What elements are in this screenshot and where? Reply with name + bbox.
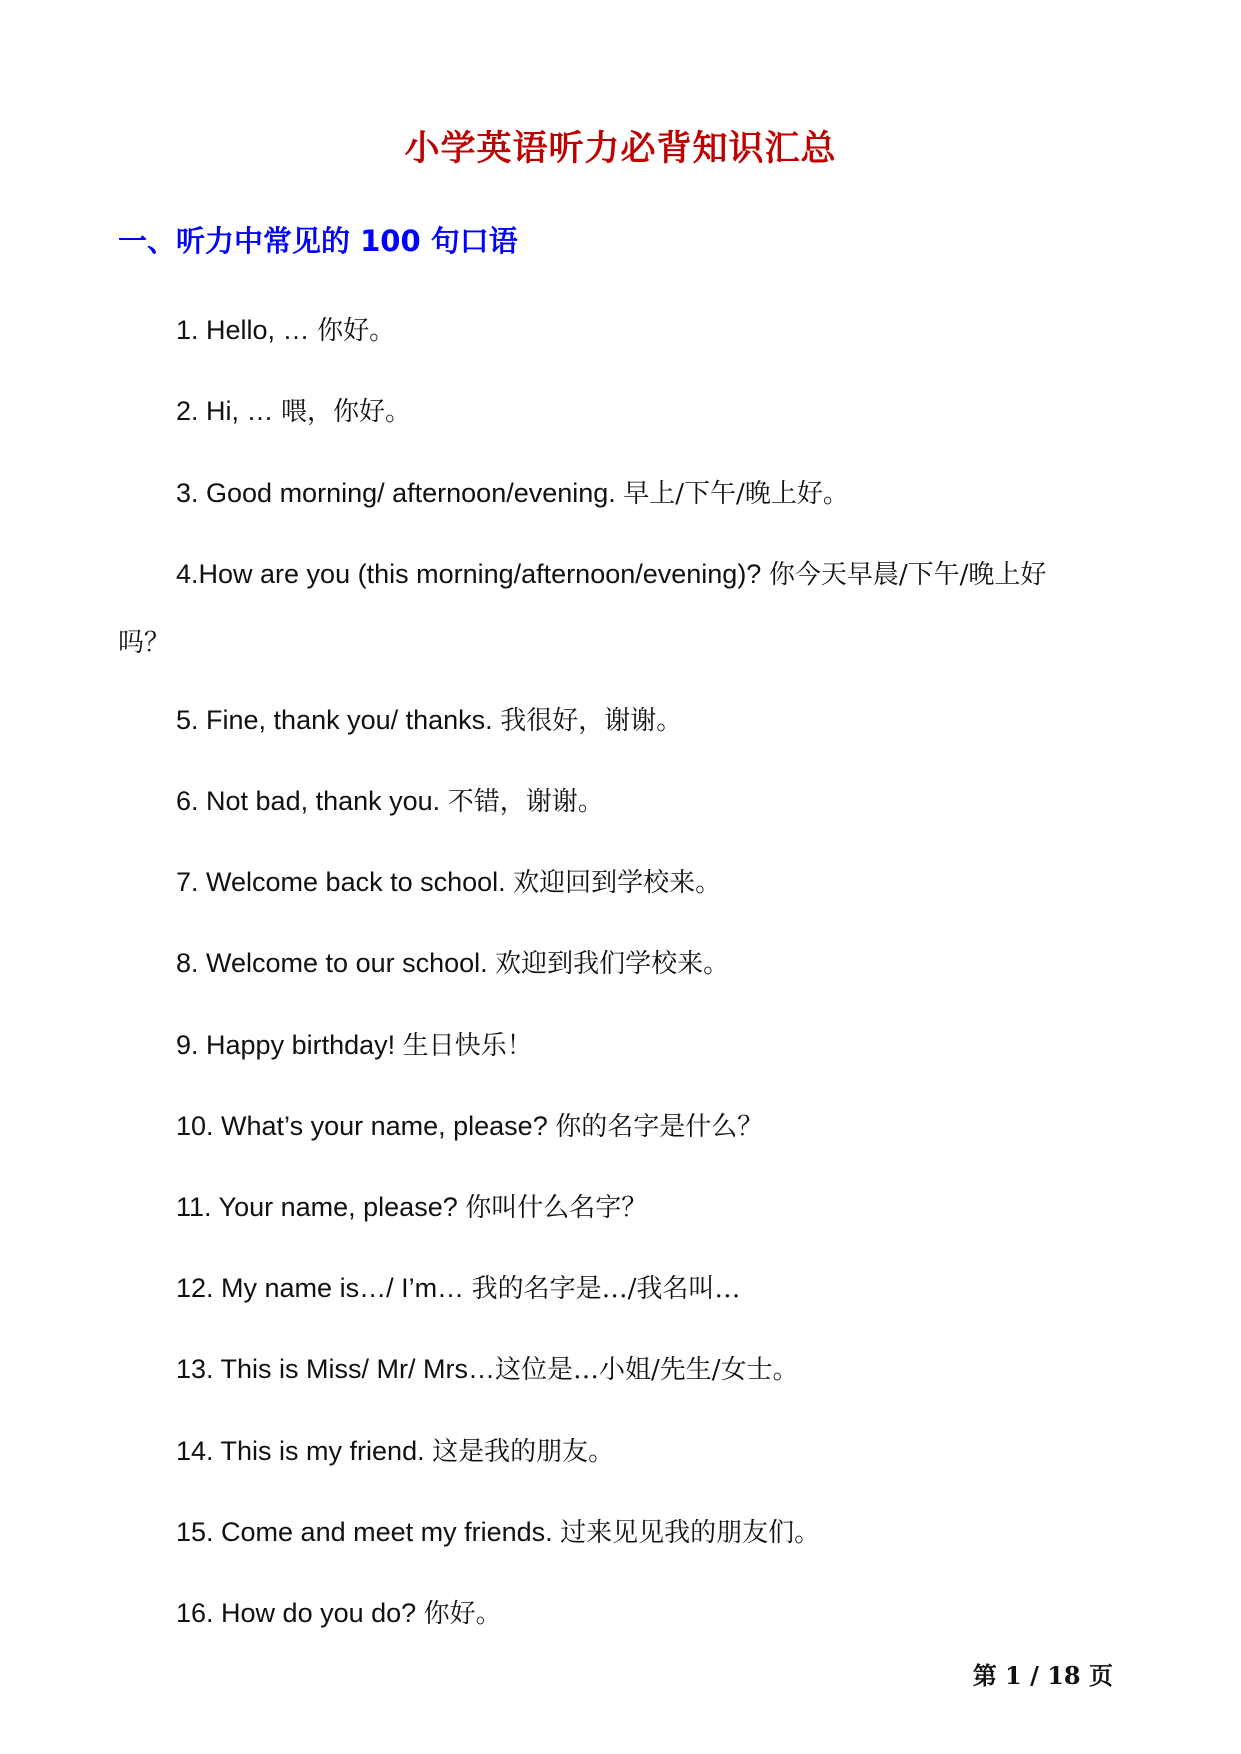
phrase-chinese: 早上/下午/晚上好。 — [623, 479, 849, 509]
phrase-chinese: 不错，谢谢。 — [447, 787, 604, 817]
document-title: 小学英语听力必背知识汇总 — [404, 128, 837, 169]
section-heading: 一、听力中常见的 100 句口语 — [118, 224, 518, 258]
phrase-chinese: 这位是…小姐/先生/女士。 — [495, 1355, 799, 1385]
list-item — [176, 784, 604, 819]
phrase-english: 1. Hello, … — [176, 315, 318, 345]
list-item — [176, 1271, 740, 1306]
list-item — [176, 946, 729, 981]
list-item — [176, 1515, 820, 1550]
phrase-chinese: 生日快乐！ — [402, 1031, 533, 1061]
phrase-english: 13. This is Miss/ Mr/ Mrs… — [176, 1354, 496, 1384]
phrase-chinese: 我的名字是…/我名叫… — [471, 1274, 741, 1304]
list-item — [176, 476, 849, 511]
phrase-english: 6. Not bad, thank you. — [176, 786, 448, 816]
list-item — [176, 1028, 533, 1063]
phrase-english: 3. Good morning/ afternoon/evening. — [176, 478, 624, 508]
list-item — [176, 1434, 614, 1469]
phrase-chinese: 你今天早晨/下午/晚上好 — [768, 560, 1047, 590]
list-item — [176, 1190, 647, 1225]
phrase-english: 8. Welcome to our school. — [176, 948, 496, 978]
list-item — [176, 557, 1046, 592]
phrase-english: 9. Happy birthday! — [176, 1030, 403, 1060]
phrase-english: 4.How are you (this morning/afternoon/evening)? — [176, 559, 769, 589]
list-item — [176, 865, 721, 900]
phrase-chinese: 你好。 — [317, 316, 396, 346]
list-item — [176, 1352, 799, 1387]
phrase-english: 12. My name is…/ I’m… — [176, 1273, 472, 1303]
list-item-continuation: 吗？ — [118, 628, 171, 658]
list-item — [176, 313, 395, 348]
phrase-chinese: 喂，你好。 — [281, 397, 412, 427]
list-item — [176, 1109, 763, 1144]
phrase-chinese: 欢迎到我们学校来。 — [495, 949, 730, 979]
list-item — [176, 1596, 502, 1631]
phrase-chinese: 你的名字是什么？ — [555, 1112, 764, 1142]
phrase-chinese: 这是我的朋友。 — [432, 1437, 615, 1467]
phrase-english: 11. Your name, please? — [176, 1192, 466, 1222]
phrase-english: 7. Welcome back to school. — [176, 867, 514, 897]
phrase-chinese: 你好。 — [423, 1599, 502, 1629]
phrase-english: 16. How do you do? — [176, 1598, 424, 1628]
page-number: 第 1 / 18 页 — [972, 1661, 1113, 1690]
phrase-english: 5. Fine, thank you/ thanks. — [176, 705, 501, 735]
phrase-english: 15. Come and meet my friends. — [176, 1517, 561, 1547]
phrase-chinese: 欢迎回到学校来。 — [513, 868, 722, 898]
list-item — [176, 703, 682, 738]
phrase-english: 14. This is my friend. — [176, 1436, 433, 1466]
phrase-chinese: 过来见见我的朋友们。 — [560, 1518, 821, 1548]
phrase-chinese: 你叫什么名字？ — [465, 1193, 648, 1223]
phrase-english: 10. What’s your name, please? — [176, 1111, 556, 1141]
list-item — [176, 394, 411, 429]
phrase-english: 2. Hi, … — [176, 396, 282, 426]
phrase-chinese: 我很好，谢谢。 — [500, 706, 683, 736]
